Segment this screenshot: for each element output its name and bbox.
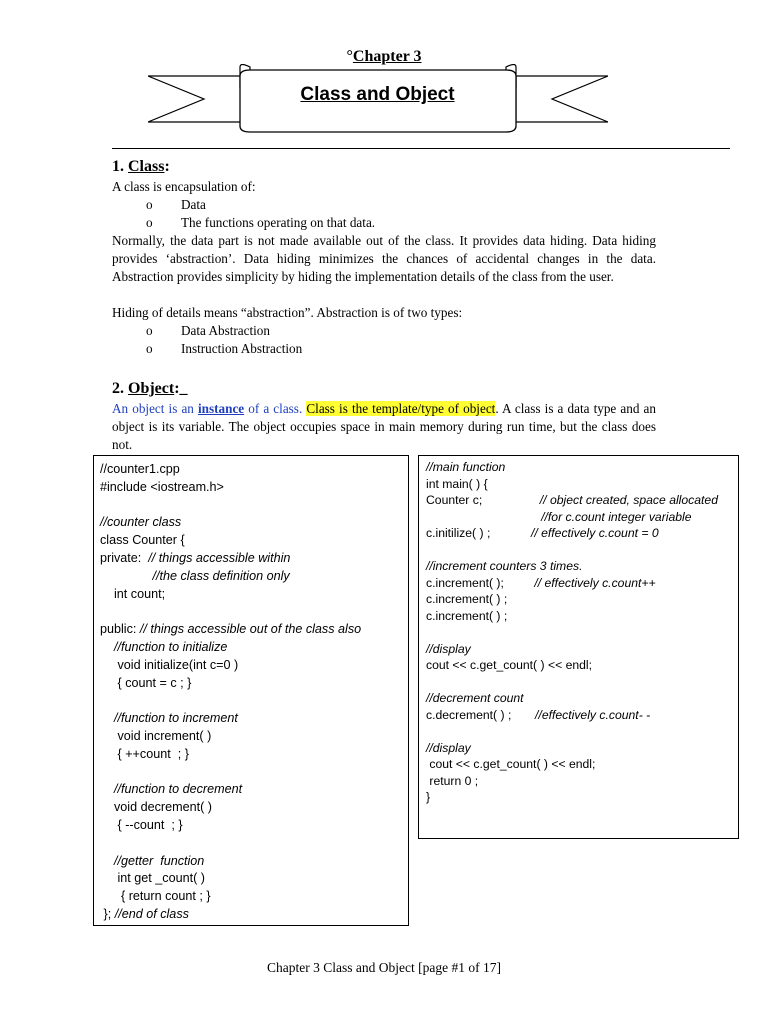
- code-line: [426, 575, 656, 592]
- code-text: //for c.count integer variable: [426, 509, 692, 524]
- code-line: [426, 789, 430, 806]
- code-line: [100, 620, 361, 638]
- code-line: [100, 549, 290, 567]
- list-item: [146, 214, 375, 232]
- code-line: [426, 509, 692, 526]
- code-text: c.decrement( ) ;: [426, 707, 536, 722]
- code-line: [426, 558, 582, 575]
- section-heading-text: Class: [128, 158, 165, 175]
- section-object-heading: [112, 380, 188, 398]
- bullet-marker: o: [146, 197, 153, 212]
- code-text: void decrement( ): [100, 800, 212, 815]
- code-text: cout << c.get_count( ) << endl;: [426, 658, 592, 672]
- code-line: [426, 740, 471, 757]
- section-number: 1.: [112, 158, 128, 175]
- page-footer: Chapter 3 Class and Object [page #1 of 17]: [267, 960, 501, 975]
- code-line: [426, 492, 718, 509]
- code-line: [100, 887, 211, 905]
- code-text: { count = c ; }: [100, 675, 192, 690]
- code-line: [100, 567, 290, 585]
- definition-text: . A class is a data type and an object is its variable. The object occupies space in main memory during run time, but the class does not.: [112, 401, 656, 452]
- chapter-degree: °: [346, 48, 353, 65]
- code-text: class Counter {: [100, 533, 185, 548]
- code-line: [100, 905, 189, 923]
- code-line: [100, 852, 204, 870]
- code-line: [426, 756, 595, 773]
- bullet-marker: o: [146, 341, 153, 356]
- list-item-text: Data Abstraction: [181, 323, 270, 338]
- code-line: [426, 591, 507, 608]
- list-item-text: The functions operating on that data.: [181, 215, 376, 230]
- code-text: };: [100, 907, 115, 921]
- list-item: [146, 322, 270, 340]
- code-text: //decrement count: [426, 691, 524, 705]
- code-text: void increment( ): [100, 729, 212, 743]
- code-text: //the class definition only: [100, 568, 290, 583]
- code-text: }: [426, 790, 431, 804]
- section-heading-colon: :: [164, 158, 170, 175]
- code-line: [426, 476, 488, 493]
- code-line: [426, 707, 650, 724]
- code-line: [100, 780, 242, 798]
- code-line: [100, 460, 180, 478]
- object-definition: [112, 400, 656, 454]
- section-class-heading: [112, 158, 170, 176]
- code-comment: // object created, space allocated: [539, 493, 718, 507]
- code-text: Counter c;: [426, 493, 540, 507]
- bullet-marker: o: [146, 215, 153, 230]
- code-text: { --count ; }: [100, 818, 183, 832]
- code-line: [426, 525, 659, 542]
- banner-title: Class and Object: [300, 84, 455, 105]
- code-text: //function to initialize: [100, 640, 228, 654]
- highlighted-text: Class is the template/type of object: [306, 401, 496, 416]
- code-line: [100, 638, 227, 656]
- section-heading-colon: :_: [174, 380, 188, 397]
- list-item-text: Instruction Abstraction: [181, 341, 303, 356]
- chapter-number: Chapter 3: [352, 48, 422, 65]
- code-text: private:: [100, 551, 149, 565]
- code-text: c.increment( ) ;: [426, 592, 508, 606]
- code-line: [426, 773, 478, 790]
- code-comment: // things accessible out of the class also: [139, 622, 362, 637]
- bullet-marker: o: [146, 323, 153, 338]
- class-paragraph: Normally, the data part is not made available out of the class. It provides data hiding. Data hiding provides ‘abstraction’. Data hiding minimizes the chances of accidental changes in the data. Abstraction provides simplicity by hiding the implementation details of the class from the user.: [112, 233, 656, 284]
- code-text: c.initilize( ) ;: [426, 526, 531, 540]
- code-line: [100, 674, 191, 692]
- code-line: [426, 690, 524, 707]
- header-divider: [112, 148, 730, 149]
- code-text: //counter1.cpp: [100, 462, 180, 476]
- code-line: [100, 531, 185, 549]
- code-line: [100, 869, 205, 887]
- code-line: [100, 816, 183, 834]
- code-line: [100, 745, 189, 763]
- code-text: //display: [426, 740, 471, 755]
- code-line: [100, 478, 224, 496]
- code-text: void initialize(int c=0 ): [100, 657, 239, 672]
- class-intro: A class is encapsulation of:: [112, 179, 256, 194]
- code-text: c.increment( ) ;: [426, 608, 508, 623]
- code-text: { ++count ; }: [100, 746, 189, 761]
- code-text: c.increment( );: [426, 575, 535, 590]
- banner-right-tail: [516, 76, 608, 122]
- code-text: //main function: [426, 460, 506, 474]
- section-heading-text: Object: [128, 380, 175, 397]
- code-line: [100, 656, 238, 674]
- definition-text: An object is an: [112, 401, 198, 416]
- instance-term: instance: [198, 401, 245, 416]
- code-text: cout << c.get_count( ) << endl;: [426, 757, 596, 771]
- code-line: [426, 608, 507, 625]
- code-line: [100, 727, 211, 745]
- definition-text: of a class.: [244, 401, 303, 416]
- code-text: //display: [426, 641, 471, 656]
- code-line: [100, 709, 238, 727]
- code-text: int get _count( ): [100, 871, 205, 886]
- code-text: int main( ) {: [426, 476, 488, 491]
- code-line: [100, 585, 165, 603]
- code-comment: //end of class: [114, 907, 189, 921]
- code-text: int count;: [100, 586, 166, 601]
- code-text: #include <iostream.h>: [100, 479, 224, 494]
- banner-left-tail: [148, 76, 248, 122]
- code-text: //counter class: [100, 515, 182, 530]
- code-line: [100, 798, 212, 816]
- code-comment: //effectively c.count- -: [535, 707, 651, 722]
- code-line: [426, 657, 592, 674]
- code-line: [426, 459, 505, 476]
- code-line: [426, 641, 471, 658]
- code-text: //increment counters 3 times.: [426, 559, 583, 573]
- code-text: return 0 ;: [426, 773, 479, 788]
- code-text: //function to decrement: [100, 782, 243, 797]
- code-comment: // effectively c.count = 0: [530, 526, 659, 540]
- list-item: [146, 196, 206, 214]
- code-comment: // effectively c.count++: [534, 575, 656, 590]
- list-item: [146, 340, 302, 358]
- code-text: { return count ; }: [100, 889, 211, 904]
- list-item-text: Data: [181, 197, 206, 212]
- code-text: //function to increment: [100, 711, 238, 726]
- code-text: public:: [100, 622, 140, 637]
- code-text: //getter function: [100, 853, 205, 868]
- section-number: 2.: [112, 380, 128, 397]
- code-line: [100, 513, 181, 531]
- code-comment: // things accessible within: [148, 551, 291, 565]
- abstraction-line: Hiding of details means “abstraction”. Abstraction is of two types:: [112, 305, 463, 320]
